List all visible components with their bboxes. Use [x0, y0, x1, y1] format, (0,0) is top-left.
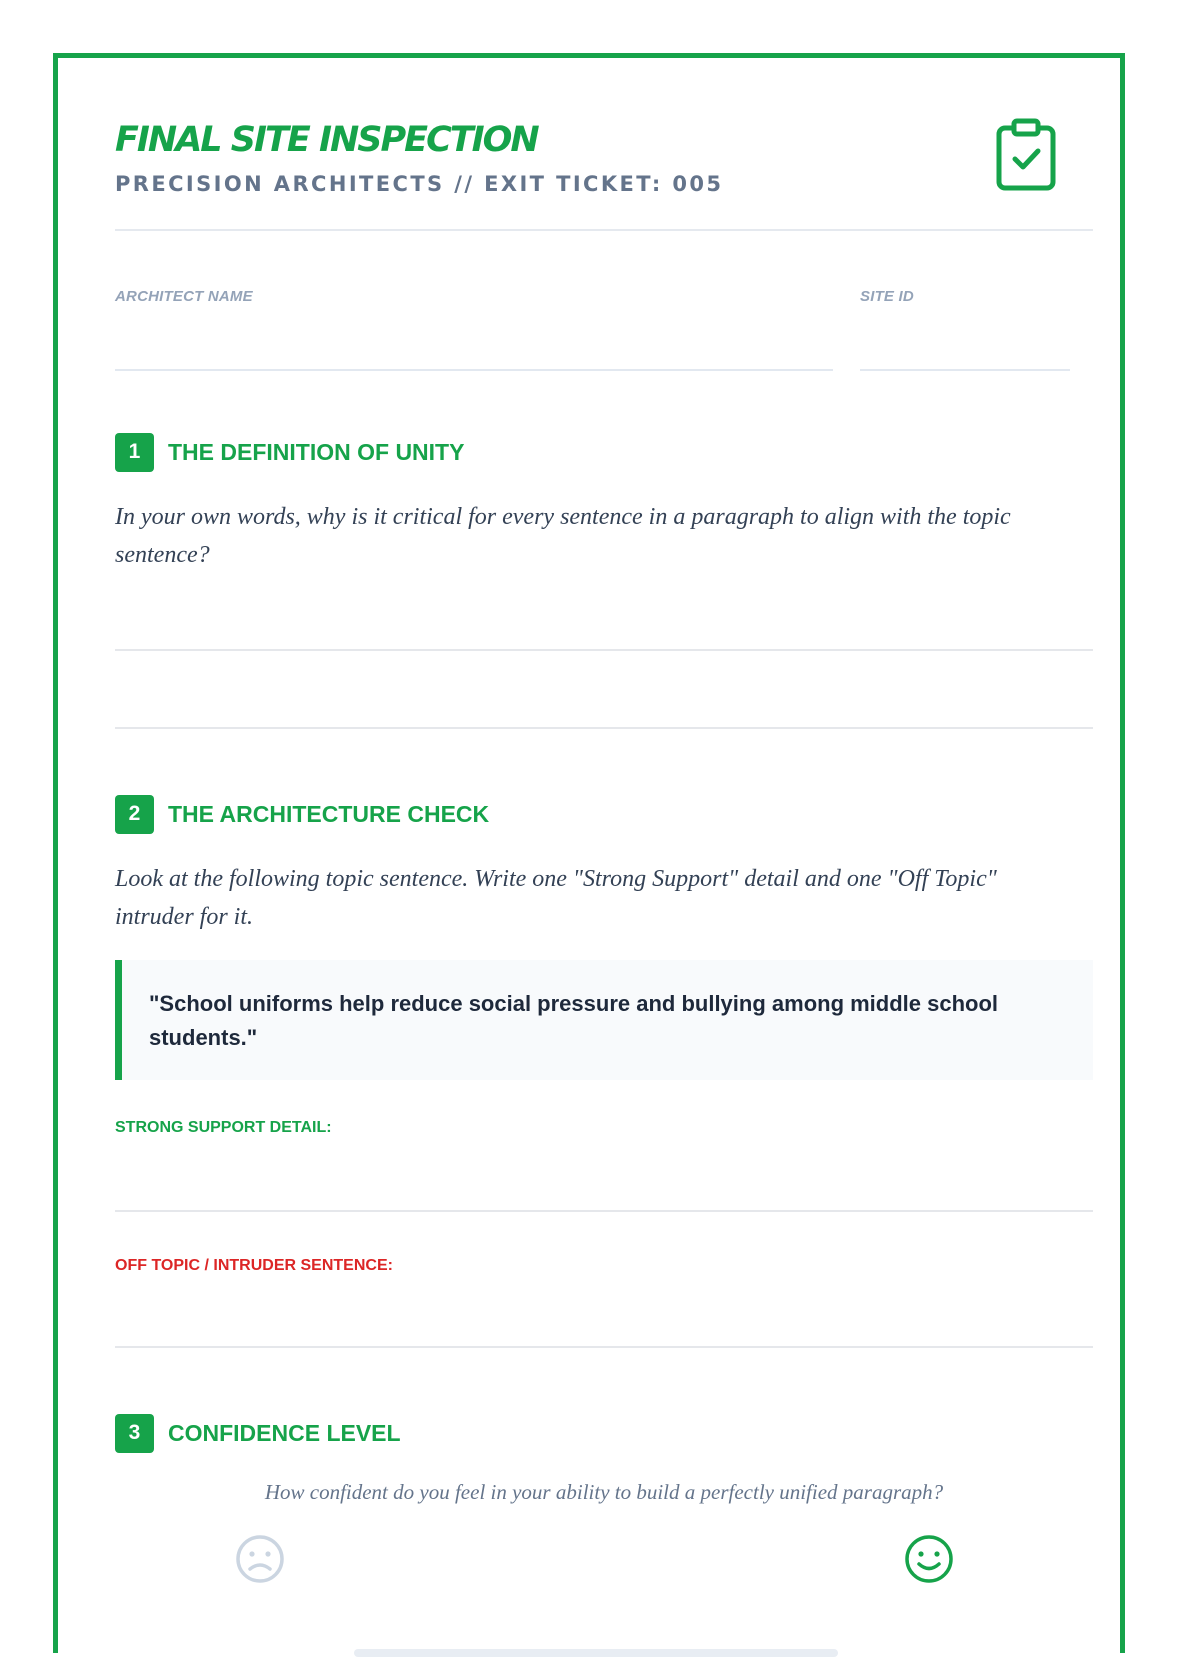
section-prompt: In your own words, why is it critical for every sentence in a paragraph to align with the topic sentence?: [115, 504, 1011, 568]
strong-support-answer-line[interactable]: [115, 1210, 1093, 1212]
answer-line[interactable]: [115, 727, 1093, 729]
section-number-badge: 1: [115, 433, 154, 472]
section-1-header: [115, 432, 464, 472]
header-divider: [115, 229, 1093, 231]
intruder-sentence-answer-line[interactable]: [115, 1346, 1093, 1348]
confidence-slider[interactable]: [354, 1649, 838, 1657]
intruder-sentence-label: OFF TOPIC / INTRUDER SENTENCE:: [115, 1257, 393, 1274]
section-2-header: [115, 794, 489, 834]
sad-face-icon[interactable]: [234, 1533, 286, 1585]
section-number-badge: 2: [115, 795, 154, 834]
section-3-header: [115, 1413, 401, 1453]
exit-ticket-card: [53, 53, 1125, 1653]
section-number-badge: 3: [115, 1414, 154, 1453]
section-title: THE ARCHITECTURE CHECK: [168, 800, 490, 827]
architect-name-field[interactable]: [115, 369, 833, 371]
page-title: FINAL SITE INSPECTION: [115, 120, 538, 160]
happy-face-icon[interactable]: [903, 1533, 955, 1585]
answer-line[interactable]: [115, 649, 1093, 651]
topic-sentence-quote: "School uniforms help reduce social pressure and bullying among middle school students.": [115, 960, 1093, 1080]
architect-name-label: ARCHITECT NAME: [115, 288, 253, 305]
section-title: THE DEFINITION OF UNITY: [168, 438, 465, 465]
confidence-prompt: How confident do you feel in your ability to build a perfectly unified paragraph?: [264, 1480, 944, 1504]
site-id-field[interactable]: [860, 369, 1070, 371]
site-id-label: SITE ID: [860, 288, 914, 305]
clipboard-check-icon: [995, 118, 1057, 192]
section-prompt: Look at the following topic sentence. Write one "Strong Support" detail and one "Off Topic" intruder for it.: [115, 866, 997, 930]
page-subtitle: PRECISION ARCHITECTS // EXIT TICKET: 005: [115, 172, 724, 196]
section-title: CONFIDENCE LEVEL: [168, 1419, 401, 1446]
strong-support-label: STRONG SUPPORT DETAIL:: [115, 1119, 332, 1136]
